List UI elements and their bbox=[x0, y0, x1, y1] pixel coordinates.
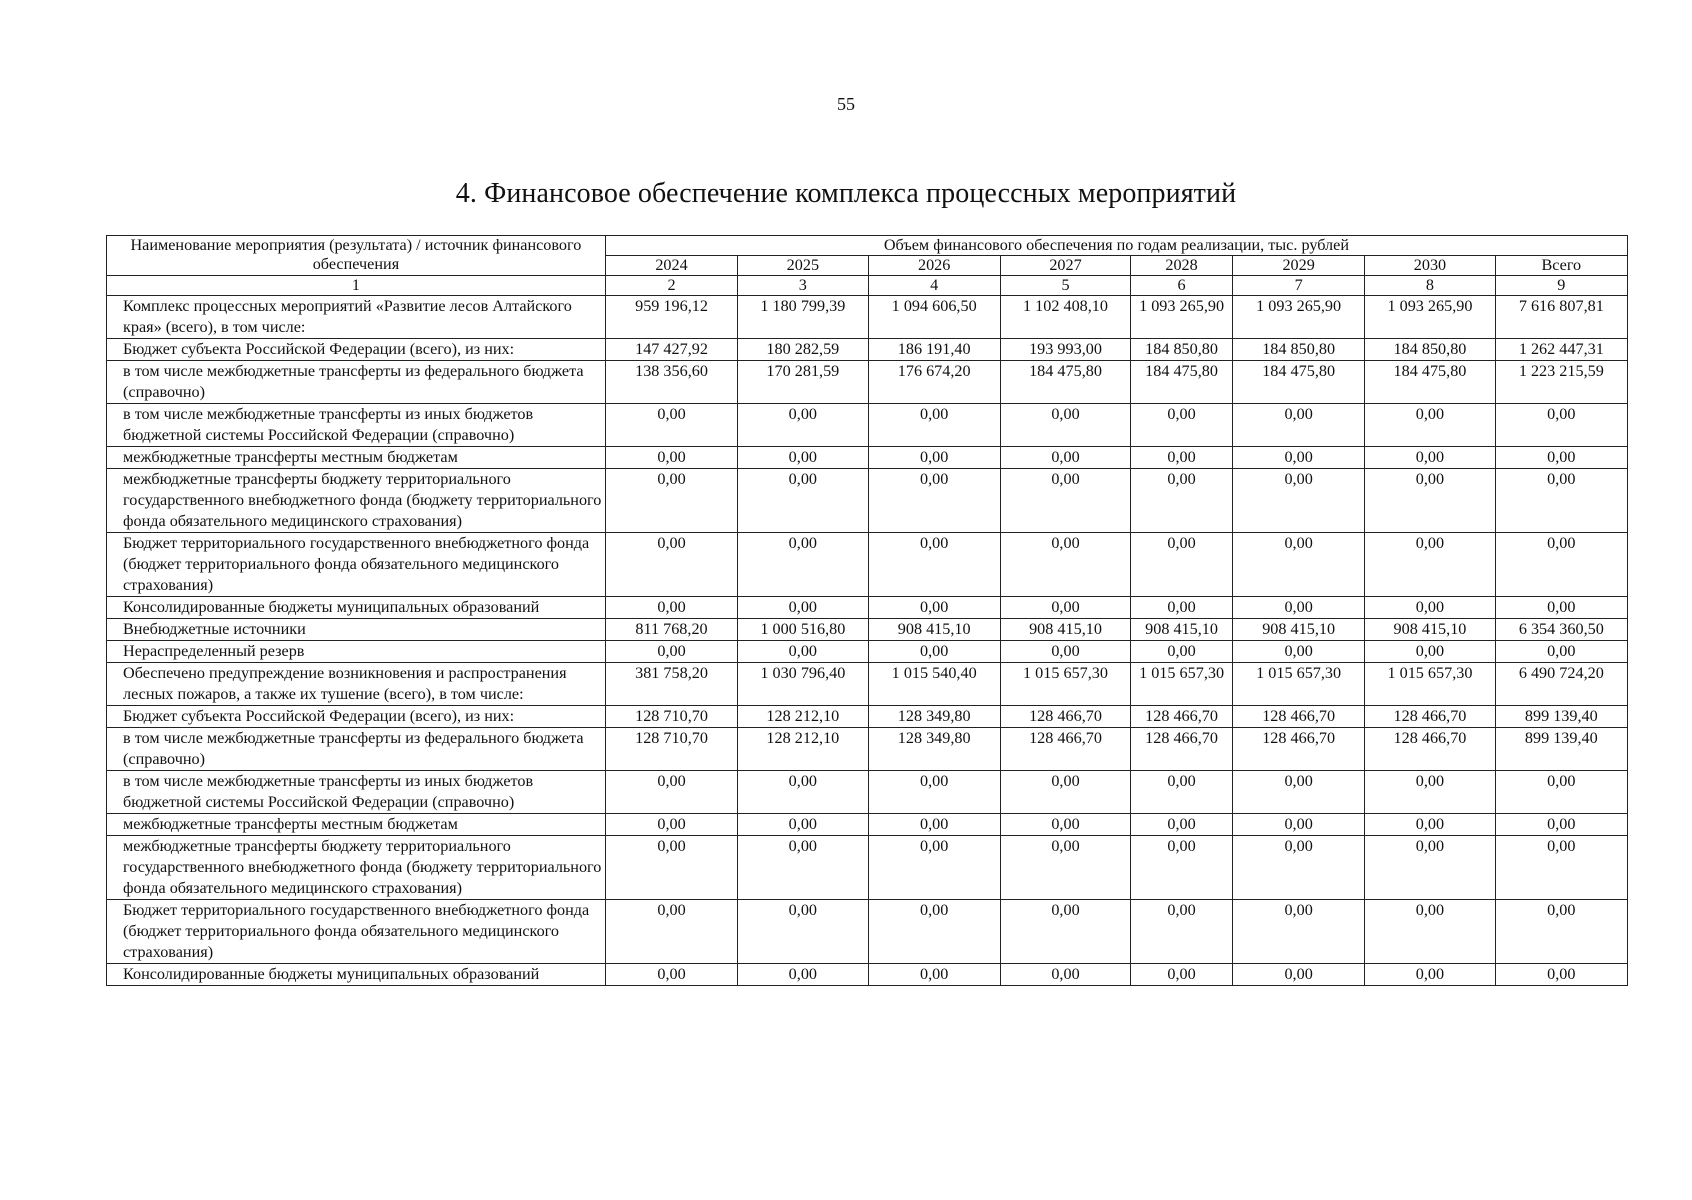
row-value-cell: 0,00 bbox=[868, 533, 1000, 597]
row-value-cell: 0,00 bbox=[605, 533, 737, 597]
row-value-cell: 0,00 bbox=[1000, 641, 1130, 663]
row-name-cell: в том числе межбюджетные трансферты из иных бюджетов бюджетной системы Российской Федерации (справочно) bbox=[107, 404, 606, 447]
row-value-cell: 1 093 265,90 bbox=[1365, 296, 1495, 339]
document-title: 4. Финансовое обеспечение комплекса процессных мероприятий bbox=[455, 178, 1237, 209]
row-value-cell: 128 710,70 bbox=[605, 728, 737, 771]
header-name-column: Наименование мероприятия (результата) / источник финансового обеспечения bbox=[107, 236, 606, 276]
row-value-cell: 0,00 bbox=[1131, 533, 1233, 597]
table-row bbox=[107, 339, 1628, 361]
row-value-cell: 1 180 799,39 bbox=[738, 296, 868, 339]
row-name-cell: Бюджет субъекта Российской Федерации (всего), из них: bbox=[107, 339, 606, 361]
row-value-cell: 0,00 bbox=[738, 597, 868, 619]
row-value-cell: 908 415,10 bbox=[1131, 619, 1233, 641]
column-number: 8 bbox=[1365, 276, 1495, 296]
row-value-cell: 0,00 bbox=[868, 641, 1000, 663]
row-value-cell: 128 466,70 bbox=[1000, 728, 1130, 771]
financing-table bbox=[106, 235, 1628, 986]
table-row bbox=[107, 771, 1628, 814]
header-year: 2029 bbox=[1232, 256, 1364, 276]
header-year: 2030 bbox=[1365, 256, 1495, 276]
table-row bbox=[107, 663, 1628, 706]
row-value-cell: 128 466,70 bbox=[1232, 728, 1364, 771]
page-number: 55 bbox=[837, 94, 855, 114]
table-row bbox=[107, 619, 1628, 641]
row-value-cell: 184 475,80 bbox=[1365, 361, 1495, 404]
row-value-cell: 959 196,12 bbox=[605, 296, 737, 339]
row-name-cell: в том числе межбюджетные трансферты из федерального бюджета (справочно) bbox=[107, 361, 606, 404]
row-value-cell: 1 015 657,30 bbox=[1232, 663, 1364, 706]
row-value-cell: 0,00 bbox=[1232, 447, 1364, 469]
row-value-cell: 0,00 bbox=[738, 964, 868, 986]
row-total-cell: 6 354 360,50 bbox=[1495, 619, 1627, 641]
row-value-cell: 128 466,70 bbox=[1232, 706, 1364, 728]
row-value-cell: 128 349,80 bbox=[868, 728, 1000, 771]
row-value-cell: 128 466,70 bbox=[1365, 728, 1495, 771]
row-total-cell: 0,00 bbox=[1495, 964, 1627, 986]
row-total-cell: 0,00 bbox=[1495, 814, 1627, 836]
row-name-cell: Бюджет территориального государственного внебюджетного фонда (бюджет территориального фонда обязательного медицинского страхования) bbox=[107, 533, 606, 597]
row-name-cell: Комплекс процессных мероприятий «Развитие лесов Алтайского края» (всего), в том числе: bbox=[107, 296, 606, 339]
row-value-cell: 0,00 bbox=[605, 641, 737, 663]
row-value-cell: 128 466,70 bbox=[1131, 728, 1233, 771]
row-total-cell: 0,00 bbox=[1495, 900, 1627, 964]
row-value-cell: 1 015 657,30 bbox=[1131, 663, 1233, 706]
row-total-cell: 0,00 bbox=[1495, 469, 1627, 533]
row-value-cell: 138 356,60 bbox=[605, 361, 737, 404]
row-value-cell: 0,00 bbox=[1365, 597, 1495, 619]
row-value-cell: 0,00 bbox=[868, 597, 1000, 619]
row-value-cell: 0,00 bbox=[738, 404, 868, 447]
row-total-cell: 0,00 bbox=[1495, 533, 1627, 597]
row-value-cell: 0,00 bbox=[1365, 814, 1495, 836]
row-value-cell: 1 102 408,10 bbox=[1000, 296, 1130, 339]
row-value-cell: 0,00 bbox=[605, 836, 737, 900]
header-row-group bbox=[107, 236, 1628, 256]
row-value-cell: 0,00 bbox=[738, 836, 868, 900]
table-row bbox=[107, 814, 1628, 836]
column-number: 5 bbox=[1000, 276, 1130, 296]
row-value-cell: 0,00 bbox=[1232, 836, 1364, 900]
row-value-cell: 184 850,80 bbox=[1365, 339, 1495, 361]
row-value-cell: 0,00 bbox=[868, 964, 1000, 986]
row-name-cell: Внебюджетные источники bbox=[107, 619, 606, 641]
row-value-cell: 0,00 bbox=[868, 771, 1000, 814]
row-total-cell: 899 139,40 bbox=[1495, 706, 1627, 728]
row-value-cell: 0,00 bbox=[1232, 900, 1364, 964]
row-total-cell: 1 223 215,59 bbox=[1495, 361, 1627, 404]
row-name-cell: межбюджетные трансферты местным бюджетам bbox=[107, 447, 606, 469]
row-name-cell: межбюджетные трансферты бюджету территориального государственного внебюджетного фонда (бюджету территориального фонда обязательного медицинского страхования) bbox=[107, 836, 606, 900]
row-value-cell: 147 427,92 bbox=[605, 339, 737, 361]
row-value-cell: 184 850,80 bbox=[1232, 339, 1364, 361]
row-value-cell: 184 475,80 bbox=[1232, 361, 1364, 404]
row-name-cell: Бюджет территориального государственного внебюджетного фонда (бюджет территориального фонда обязательного медицинского страхования) bbox=[107, 900, 606, 964]
column-number: 1 bbox=[107, 276, 606, 296]
table-row bbox=[107, 964, 1628, 986]
row-value-cell: 0,00 bbox=[1000, 771, 1130, 814]
row-value-cell: 0,00 bbox=[1232, 404, 1364, 447]
header-year: 2025 bbox=[738, 256, 868, 276]
row-value-cell: 184 850,80 bbox=[1131, 339, 1233, 361]
row-value-cell: 0,00 bbox=[1000, 814, 1130, 836]
row-value-cell: 0,00 bbox=[1365, 836, 1495, 900]
row-value-cell: 908 415,10 bbox=[1000, 619, 1130, 641]
column-number: 7 bbox=[1232, 276, 1364, 296]
row-total-cell: 1 262 447,31 bbox=[1495, 339, 1627, 361]
row-value-cell: 0,00 bbox=[1365, 771, 1495, 814]
header-row-column-numbers bbox=[107, 276, 1628, 296]
column-number: 2 bbox=[605, 276, 737, 296]
column-number: 3 bbox=[738, 276, 868, 296]
table-row bbox=[107, 836, 1628, 900]
table-row bbox=[107, 728, 1628, 771]
row-value-cell: 0,00 bbox=[1131, 404, 1233, 447]
row-value-cell: 170 281,59 bbox=[738, 361, 868, 404]
table-row bbox=[107, 361, 1628, 404]
row-value-cell: 0,00 bbox=[605, 964, 737, 986]
row-total-cell: 6 490 724,20 bbox=[1495, 663, 1627, 706]
row-value-cell: 0,00 bbox=[1365, 533, 1495, 597]
row-value-cell: 186 191,40 bbox=[868, 339, 1000, 361]
row-name-cell: в том числе межбюджетные трансферты из федерального бюджета (справочно) bbox=[107, 728, 606, 771]
header-total: Всего bbox=[1495, 256, 1627, 276]
row-value-cell: 1 093 265,90 bbox=[1131, 296, 1233, 339]
row-value-cell: 0,00 bbox=[1365, 404, 1495, 447]
row-value-cell: 811 768,20 bbox=[605, 619, 737, 641]
row-value-cell: 0,00 bbox=[1000, 597, 1130, 619]
row-value-cell: 0,00 bbox=[868, 900, 1000, 964]
row-value-cell: 0,00 bbox=[738, 900, 868, 964]
column-number: 6 bbox=[1131, 276, 1233, 296]
row-value-cell: 1 015 657,30 bbox=[1365, 663, 1495, 706]
row-total-cell: 899 139,40 bbox=[1495, 728, 1627, 771]
row-value-cell: 0,00 bbox=[1232, 641, 1364, 663]
row-value-cell: 0,00 bbox=[868, 469, 1000, 533]
row-value-cell: 0,00 bbox=[738, 771, 868, 814]
row-total-cell: 0,00 bbox=[1495, 447, 1627, 469]
row-value-cell: 0,00 bbox=[1365, 469, 1495, 533]
row-value-cell: 908 415,10 bbox=[1365, 619, 1495, 641]
table-row bbox=[107, 533, 1628, 597]
row-value-cell: 176 674,20 bbox=[868, 361, 1000, 404]
row-value-cell: 0,00 bbox=[1000, 447, 1130, 469]
row-value-cell: 0,00 bbox=[1365, 964, 1495, 986]
row-name-cell: Консолидированные бюджеты муниципальных образований bbox=[107, 964, 606, 986]
row-value-cell: 180 282,59 bbox=[738, 339, 868, 361]
row-value-cell: 0,00 bbox=[868, 814, 1000, 836]
row-value-cell: 0,00 bbox=[1232, 964, 1364, 986]
row-value-cell: 128 466,70 bbox=[1365, 706, 1495, 728]
row-value-cell: 184 475,80 bbox=[1131, 361, 1233, 404]
row-value-cell: 0,00 bbox=[1232, 814, 1364, 836]
row-value-cell: 0,00 bbox=[1000, 469, 1130, 533]
row-value-cell: 0,00 bbox=[1232, 771, 1364, 814]
row-total-cell: 7 616 807,81 bbox=[1495, 296, 1627, 339]
row-name-cell: в том числе межбюджетные трансферты из иных бюджетов бюджетной системы Российской Федерации (справочно) bbox=[107, 771, 606, 814]
row-value-cell: 908 415,10 bbox=[1232, 619, 1364, 641]
row-total-cell: 0,00 bbox=[1495, 771, 1627, 814]
header-volume-group: Объем финансового обеспечения по годам реализации, тыс. рублей bbox=[605, 236, 1627, 256]
row-value-cell: 128 212,10 bbox=[738, 706, 868, 728]
table-row bbox=[107, 469, 1628, 533]
row-value-cell: 0,00 bbox=[1232, 597, 1364, 619]
row-value-cell: 0,00 bbox=[738, 469, 868, 533]
row-value-cell: 0,00 bbox=[1131, 771, 1233, 814]
row-value-cell: 1 015 657,30 bbox=[1000, 663, 1130, 706]
header-year: 2028 bbox=[1131, 256, 1233, 276]
header-year: 2024 bbox=[605, 256, 737, 276]
row-value-cell: 0,00 bbox=[738, 641, 868, 663]
table-row bbox=[107, 296, 1628, 339]
row-value-cell: 1 015 540,40 bbox=[868, 663, 1000, 706]
table-row bbox=[107, 641, 1628, 663]
row-value-cell: 0,00 bbox=[1000, 964, 1130, 986]
row-value-cell: 0,00 bbox=[605, 597, 737, 619]
row-value-cell: 128 466,70 bbox=[1000, 706, 1130, 728]
row-value-cell: 0,00 bbox=[1131, 964, 1233, 986]
table-row bbox=[107, 706, 1628, 728]
row-value-cell: 0,00 bbox=[1131, 447, 1233, 469]
row-name-cell: межбюджетные трансферты бюджету территориального государственного внебюджетного фонда (бюджету территориального фонда обязательного медицинского страхования) bbox=[107, 469, 606, 533]
row-name-cell: Консолидированные бюджеты муниципальных образований bbox=[107, 597, 606, 619]
row-value-cell: 0,00 bbox=[1000, 836, 1130, 900]
row-name-cell: Бюджет субъекта Российской Федерации (всего), из них: bbox=[107, 706, 606, 728]
row-total-cell: 0,00 bbox=[1495, 836, 1627, 900]
table-row bbox=[107, 900, 1628, 964]
row-value-cell: 0,00 bbox=[1000, 900, 1130, 964]
row-value-cell: 128 466,70 bbox=[1131, 706, 1233, 728]
row-value-cell: 128 349,80 bbox=[868, 706, 1000, 728]
header-year: 2027 bbox=[1000, 256, 1130, 276]
row-name-cell: межбюджетные трансферты местным бюджетам bbox=[107, 814, 606, 836]
row-name-cell: Нераспределенный резерв bbox=[107, 641, 606, 663]
row-value-cell: 381 758,20 bbox=[605, 663, 737, 706]
row-total-cell: 0,00 bbox=[1495, 641, 1627, 663]
row-value-cell: 0,00 bbox=[1365, 641, 1495, 663]
row-value-cell: 184 475,80 bbox=[1000, 361, 1130, 404]
row-value-cell: 1 094 606,50 bbox=[868, 296, 1000, 339]
row-value-cell: 0,00 bbox=[738, 447, 868, 469]
row-value-cell: 0,00 bbox=[868, 447, 1000, 469]
row-value-cell: 0,00 bbox=[1000, 404, 1130, 447]
row-value-cell: 0,00 bbox=[738, 814, 868, 836]
row-value-cell: 0,00 bbox=[1232, 469, 1364, 533]
row-value-cell: 0,00 bbox=[1131, 836, 1233, 900]
row-value-cell: 1 000 516,80 bbox=[738, 619, 868, 641]
row-value-cell: 0,00 bbox=[868, 404, 1000, 447]
row-value-cell: 0,00 bbox=[1000, 533, 1130, 597]
row-value-cell: 908 415,10 bbox=[868, 619, 1000, 641]
row-value-cell: 0,00 bbox=[1131, 900, 1233, 964]
row-value-cell: 0,00 bbox=[1131, 469, 1233, 533]
row-value-cell: 0,00 bbox=[1365, 900, 1495, 964]
row-value-cell: 128 710,70 bbox=[605, 706, 737, 728]
row-value-cell: 0,00 bbox=[605, 771, 737, 814]
table-row bbox=[107, 404, 1628, 447]
row-total-cell: 0,00 bbox=[1495, 597, 1627, 619]
row-value-cell: 0,00 bbox=[605, 469, 737, 533]
row-name-cell: Обеспечено предупреждение возникновения и распространения лесных пожаров, а также их тушение (всего), в том числе: bbox=[107, 663, 606, 706]
row-value-cell: 0,00 bbox=[738, 533, 868, 597]
row-value-cell: 193 993,00 bbox=[1000, 339, 1130, 361]
row-value-cell: 0,00 bbox=[1232, 533, 1364, 597]
row-value-cell: 0,00 bbox=[605, 447, 737, 469]
row-value-cell: 0,00 bbox=[605, 814, 737, 836]
table-body bbox=[107, 296, 1628, 986]
row-value-cell: 1 093 265,90 bbox=[1232, 296, 1364, 339]
column-number: 9 bbox=[1495, 276, 1627, 296]
row-value-cell: 0,00 bbox=[1365, 447, 1495, 469]
row-value-cell: 0,00 bbox=[868, 836, 1000, 900]
table-row bbox=[107, 447, 1628, 469]
table-row bbox=[107, 597, 1628, 619]
column-number: 4 bbox=[868, 276, 1000, 296]
row-total-cell: 0,00 bbox=[1495, 404, 1627, 447]
row-value-cell: 0,00 bbox=[605, 404, 737, 447]
row-value-cell: 0,00 bbox=[605, 900, 737, 964]
row-value-cell: 128 212,10 bbox=[738, 728, 868, 771]
row-value-cell: 1 030 796,40 bbox=[738, 663, 868, 706]
row-value-cell: 0,00 bbox=[1131, 641, 1233, 663]
row-value-cell: 0,00 bbox=[1131, 597, 1233, 619]
header-year: 2026 bbox=[868, 256, 1000, 276]
row-value-cell: 0,00 bbox=[1131, 814, 1233, 836]
